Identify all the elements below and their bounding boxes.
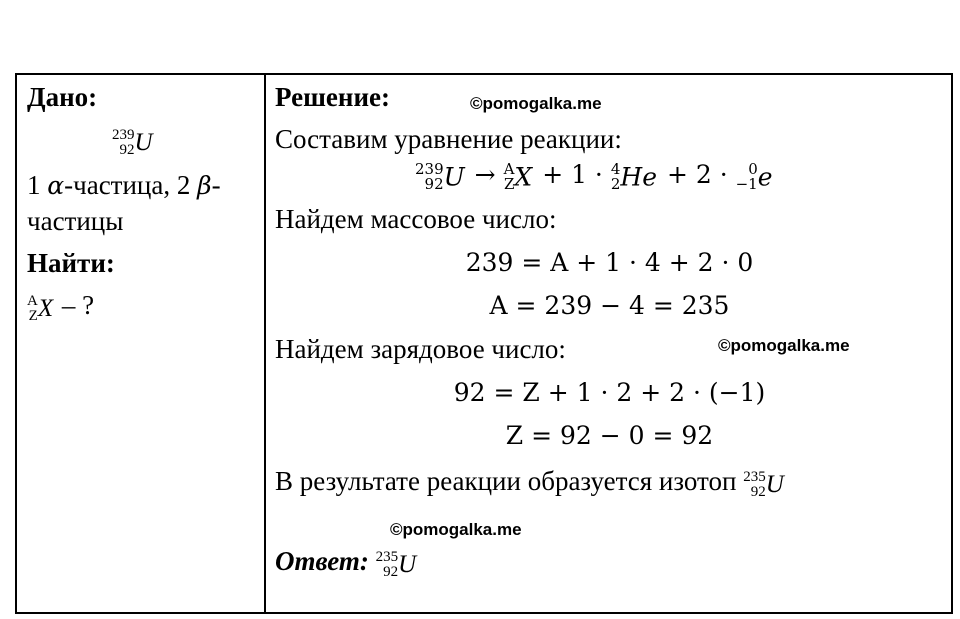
answer-isotope-charge: 92 [383, 564, 399, 581]
watermark: ©pomogalka.me [470, 94, 602, 113]
product-symbol: X [514, 162, 533, 192]
result-isotope-symbol: U [765, 471, 784, 499]
charge-equation-1: 92 = Z + 1 · 2 + 2 · (−1) [453, 378, 766, 407]
mass-equation-2: A = 239 − 4 = 235 [489, 291, 730, 320]
given-isotope-charge: 92 [119, 142, 135, 159]
find-suffix: – ? [55, 290, 95, 320]
given-isotope-symbol: U [134, 129, 153, 157]
given-line1-c: - [211, 170, 221, 200]
result-line [275, 465, 786, 501]
electron-charge: −1 [735, 175, 758, 194]
find-isotope-mass: A [27, 293, 38, 310]
given-isotope-mass: 239 [112, 127, 135, 144]
answer-line [275, 545, 418, 581]
lhs-symbol: U [443, 162, 465, 192]
product-mass: A [503, 160, 515, 179]
result-text: В результате реакции образуется изотоп [275, 466, 737, 496]
step1-text: Составим уравнение реакции: [275, 124, 622, 154]
find-isotope-symbol: X [37, 295, 54, 323]
alpha-symbol: α [47, 171, 65, 200]
product-charge: Z [503, 175, 515, 194]
beta-symbol: β [197, 171, 212, 200]
reaction-plus2: + 2 · [666, 160, 728, 189]
helium-charge: 2 [610, 175, 621, 194]
reaction-arrow: → [474, 160, 496, 189]
electron-symbol: e [757, 162, 773, 192]
watermark: ©pomogalka.me [718, 336, 850, 355]
answer-isotope-mass: 235 [375, 549, 399, 566]
find-title: Найти: [27, 248, 115, 278]
charge-equation-2: Z = 92 − 0 = 92 [505, 421, 714, 450]
reaction-equation [415, 159, 775, 193]
given-isotope [112, 123, 155, 159]
step3-text: Найдем зарядовое число: [275, 334, 566, 364]
result-isotope-charge: 92 [750, 484, 766, 501]
helium-symbol: He [620, 162, 657, 192]
given-line1-b: -частица, 2 [64, 170, 198, 200]
watermark: ©pomogalka.me [390, 520, 522, 539]
find-line [27, 289, 94, 325]
answer-isotope-symbol: U [398, 551, 417, 579]
electron-mass: 0 [748, 160, 758, 179]
lhs-charge: 92 [424, 175, 444, 194]
given-particles-line [27, 169, 221, 202]
given-line1-a: 1 [27, 170, 48, 200]
step2-text: Найдем массовое число: [275, 204, 557, 234]
given-particles-line2: частицы [27, 206, 124, 236]
solution-title: Решение: [275, 82, 390, 112]
answer-label: Ответ: [275, 546, 369, 576]
result-isotope-mass: 235 [743, 469, 766, 486]
mass-equation-1: 239 = A + 1 · 4 + 2 · 0 [465, 248, 754, 277]
given-title: Дано: [27, 82, 98, 112]
lhs-mass: 239 [415, 160, 444, 179]
reaction-plus1: + 1 · [542, 160, 603, 189]
helium-mass: 4 [610, 160, 621, 179]
find-isotope-charge: Z [28, 308, 38, 325]
column-divider [264, 75, 266, 612]
